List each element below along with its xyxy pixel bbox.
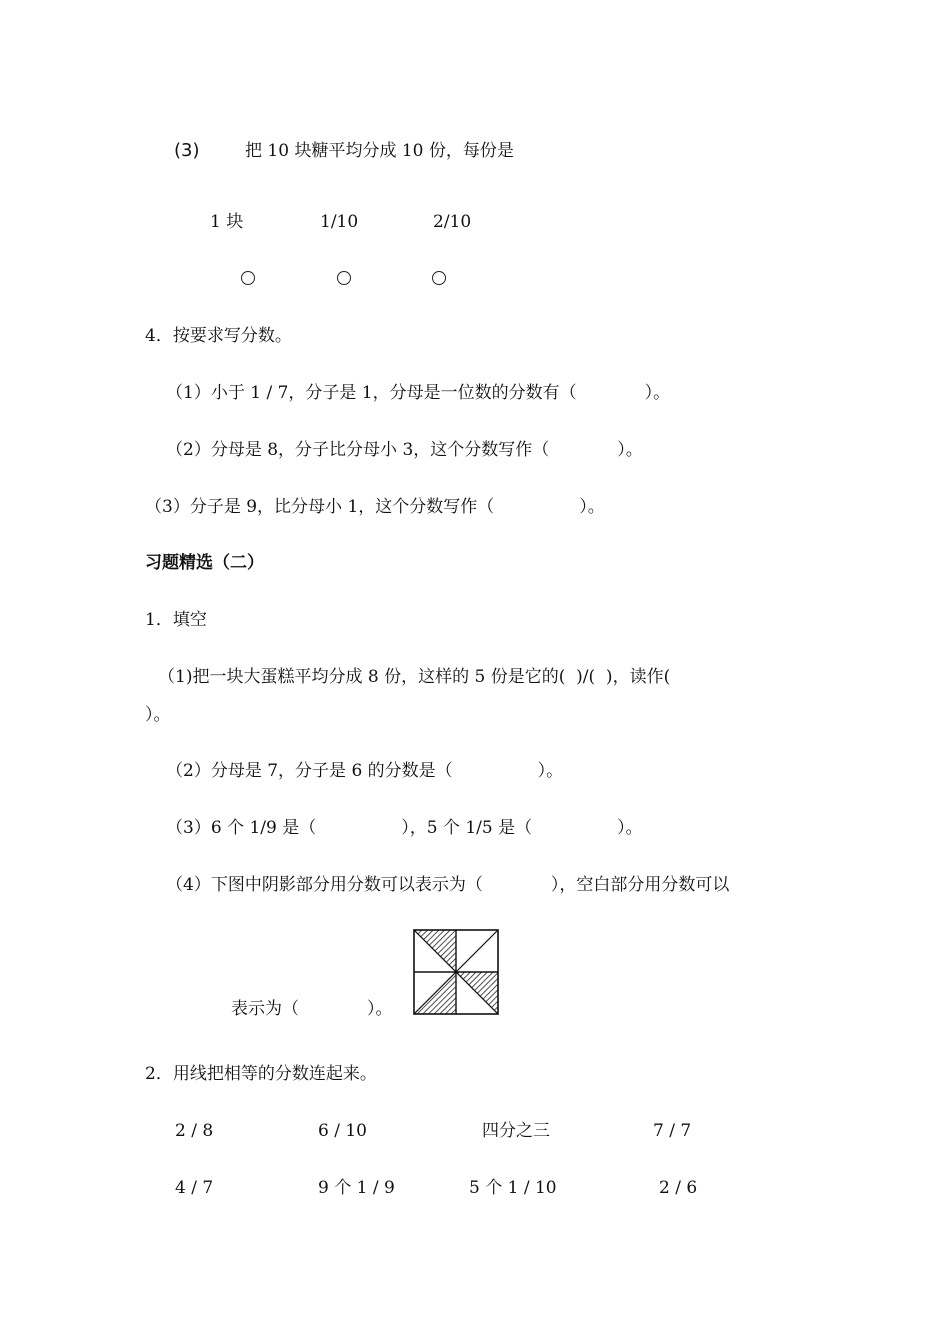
question-text: 把 10 块糖平均分成 10 份，每份是 [245, 141, 514, 161]
question-item: （2）分母是 8，分子比分母小 3，这个分数写作（ ）。 [166, 440, 643, 460]
question-heading: 1．填空 [145, 610, 207, 630]
fraction-item[interactable]: 7 / 7 [653, 1121, 692, 1141]
fraction-item[interactable]: 4 / 7 [175, 1178, 214, 1198]
option-circle[interactable] [432, 271, 446, 285]
fraction-item[interactable]: 2 / 8 [175, 1121, 214, 1141]
question-item: （2）分母是 7，分子是 6 的分数是（ ）。 [166, 761, 564, 781]
question-heading: 4．按要求写分数。 [145, 326, 292, 346]
option-label: 2/10 [433, 212, 472, 232]
section-title: 习题精选（二） [145, 553, 264, 573]
fraction-item[interactable]: 2 / 6 [659, 1178, 698, 1198]
fraction-item[interactable]: 6 / 10 [318, 1121, 367, 1141]
question-item: （1)把一块大蛋糕平均分成 8 份，这样的 5 份是它的( )/( )，读作( [158, 667, 671, 687]
option-label: 1 块 [210, 212, 244, 232]
pinwheel-figure [412, 928, 502, 1018]
question-item: （1）小于 1 / 7，分子是 1，分母是一位数的分数有（ ）。 [166, 383, 671, 403]
option-circle[interactable] [241, 271, 255, 285]
question-item: （3）分子是 9，比分母小 1，这个分数写作（ ）。 [145, 497, 605, 517]
question-number: (3) [174, 140, 200, 161]
fraction-item[interactable]: 四分之三 [482, 1121, 550, 1141]
question-item-continued: 表示为（ ）。 [231, 999, 393, 1019]
fraction-item[interactable]: 5 个 1 / 10 [469, 1178, 557, 1198]
fraction-item[interactable]: 9 个 1 / 9 [318, 1178, 395, 1198]
option-label: 1/10 [320, 212, 359, 232]
question-heading: 2．用线把相等的分数连起来。 [145, 1064, 377, 1084]
question-item: （3）6 个 1/9 是（ ），5 个 1/5 是（ ）。 [166, 818, 643, 838]
option-circle[interactable] [337, 271, 351, 285]
question-item-continued: ）。 [145, 705, 171, 725]
question-item: （4）下图中阴影部分用分数可以表示为（ ），空白部分用分数可以 [166, 875, 730, 895]
